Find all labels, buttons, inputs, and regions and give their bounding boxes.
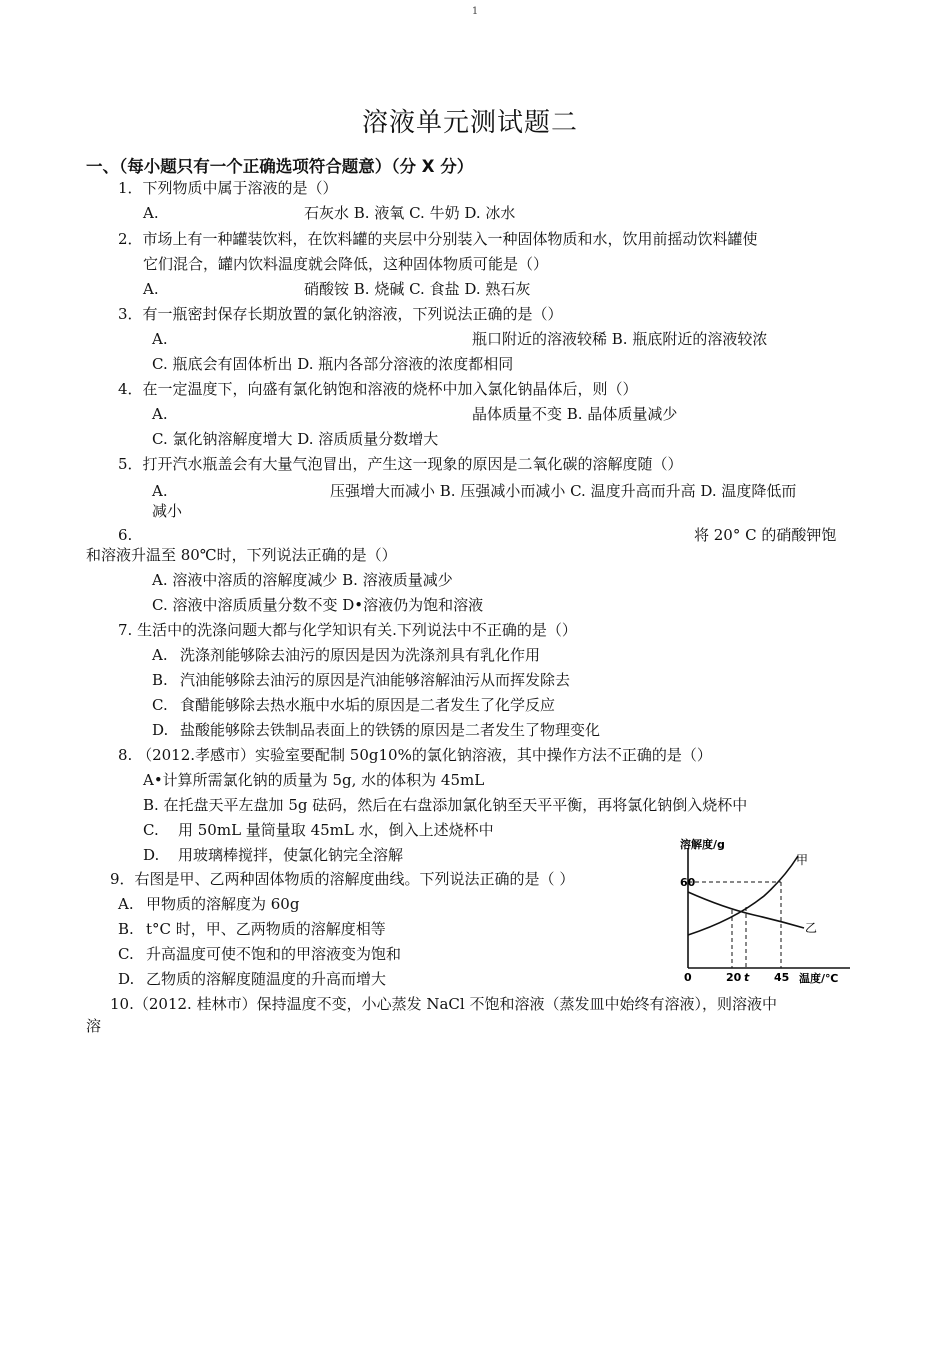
question-9-option-d-label: D. bbox=[118, 970, 135, 988]
question-4-options-ab: 晶体质量不变 B. 晶体质量减少 bbox=[472, 405, 678, 423]
question-8-option-b: B. 在托盘天平左盘加 5g 砝码，然后在右盘添加氯化钠至天平平衡，再将氯化钠倒入烧杯中 bbox=[143, 796, 748, 814]
question-10-stem-line-1: 10.（2012. 桂林市）保持温度不变，小心蒸发 NaCl 不饱和溶液（蒸发皿中始终有溶液），则溶液中 bbox=[110, 995, 777, 1013]
question-3-options-cd: C. 瓶底会有固体析出 D. 瓶内各部分溶液的浓度都相同 bbox=[152, 355, 514, 373]
question-7-option-a: 洗涤剂能够除去油污的原因是因为洗涤剂具有乳化作用 bbox=[180, 646, 541, 664]
question-1-stem: 1．下列物质中属于溶液的是（） bbox=[118, 179, 338, 197]
question-9-option-b-label: B. bbox=[118, 920, 134, 938]
question-8-option-a: A•计算所需氯化钠的质量为 5g, 水的体积为 45mL bbox=[143, 771, 485, 789]
question-10-stem-line-2: 溶 bbox=[86, 1017, 102, 1035]
question-9-option-a: 甲物质的溶解度为 60g bbox=[146, 895, 300, 913]
question-8-option-c: 用 50mL 量筒量取 45mL 水，倒入上述烧杯中 bbox=[178, 821, 494, 839]
x-tick-t: t bbox=[744, 971, 750, 984]
x-tick-0: 0 bbox=[684, 971, 692, 984]
question-7-option-c-label: C. bbox=[152, 696, 168, 714]
question-3-stem: 3．有一瓶密封保存长期放置的氯化钠溶液，下列说法正确的是（） bbox=[118, 305, 563, 323]
question-6-options-cd: C. 溶液中溶质质量分数不变 D•溶液仍为饱和溶液 bbox=[152, 596, 484, 614]
question-4-options-cd: C. 氯化钠溶解度增大 D. 溶质质量分数增大 bbox=[152, 430, 439, 448]
question-2-stem-line-1: 2．市场上有一种罐装饮料，在饮料罐的夹层中分别装入一种固体物质和水，饮用前摇动饮料罐使 bbox=[118, 230, 758, 248]
question-6-options-ab: A. 溶液中溶质的溶解度减少 B. 溶液质量减少 bbox=[152, 571, 453, 589]
question-7-option-b-label: B. bbox=[152, 671, 168, 689]
question-2-stem-line-2: 它们混合，罐内饮料温度就会降低，这种固体物质可能是（） bbox=[143, 255, 549, 273]
question-5-stem: 5．打开汽水瓶盖会有大量气泡冒出，产生这一现象的原因是二氧化碳的溶解度随（） bbox=[118, 455, 683, 473]
page-number: 1 bbox=[471, 6, 479, 17]
question-1-option-label: A. bbox=[143, 204, 159, 222]
curve-yi-label: 乙 bbox=[805, 921, 818, 935]
solubility-curve-figure bbox=[674, 832, 854, 984]
question-4-stem: 4．在一定温度下，向盛有氯化钠饱和溶液的烧杯中加入氯化钠晶体后，则（） bbox=[118, 380, 638, 398]
question-4-option-label: A. bbox=[152, 405, 168, 423]
question-7-option-d: 盐酸能够除去铁制品表面上的铁锈的原因是二者发生了物理变化 bbox=[180, 721, 601, 739]
question-7-option-a-label: A. bbox=[152, 646, 168, 664]
question-3-options-ab: 瓶口附近的溶液较稀 B. 瓶底附近的溶液较浓 bbox=[472, 330, 768, 348]
question-2-option-label: A. bbox=[143, 280, 159, 298]
y-tick-60: 60 bbox=[680, 876, 696, 889]
question-6-stem-line-1: 将 20° C 的硝酸钾饱 bbox=[694, 526, 837, 544]
question-7-option-c: 食醋能够除去热水瓶中水垢的原因是二者发生了化学反应 bbox=[180, 696, 556, 714]
question-5-options-wrap: 减小 bbox=[152, 502, 183, 520]
question-7-stem: 7. 生活中的洗涤问题大都与化学知识有关.下列说法中不正确的是（） bbox=[118, 621, 577, 639]
question-5-option-label: A. bbox=[152, 482, 168, 500]
question-9-stem: 9．右图是甲、乙两种固体物质的溶解度曲线。下列说法正确的是（ ） bbox=[110, 870, 575, 888]
question-6-number: 6. bbox=[118, 526, 133, 544]
x-tick-20: 20 bbox=[726, 971, 742, 984]
x-tick-45: 45 bbox=[774, 971, 790, 984]
question-5-options: 压强增大而减小 B. 压强减小而减小 C. 温度升高而升高 D. 温度降低而 bbox=[330, 482, 797, 500]
y-axis-label: 溶解度/g bbox=[680, 838, 725, 851]
question-8-option-c-label: C. bbox=[143, 821, 159, 839]
x-axis-label: 温度/℃ bbox=[799, 972, 839, 984]
question-7-option-d-label: D. bbox=[152, 721, 169, 739]
question-6-stem-line-2: 和溶液升温至 80℃时，下列说法正确的是（） bbox=[86, 546, 397, 564]
question-9-option-d: 乙物质的溶解度随温度的升高而增大 bbox=[146, 970, 387, 988]
question-9-option-a-label: A. bbox=[118, 895, 134, 913]
question-9-option-c-label: C. bbox=[118, 945, 134, 963]
page-title: 溶液单元测试题二 bbox=[361, 108, 578, 138]
question-8-stem: 8. （2012.孝感市）实验室要配制 50g10%的氯化钠溶液，其中操作方法不正确的是（） bbox=[118, 746, 712, 764]
curve-jia bbox=[688, 856, 798, 935]
question-7-option-b: 汽油能够除去油污的原因是汽油能够溶解油污从而挥发除去 bbox=[180, 671, 571, 689]
question-9-option-c: 升高温度可使不饱和的甲溶液变为饱和 bbox=[146, 945, 402, 963]
question-9-option-b: t°C 时，甲、乙两物质的溶解度相等 bbox=[146, 920, 386, 938]
question-1-options: 石灰水 B. 液氧 C. 牛奶 D. 冰水 bbox=[304, 204, 516, 222]
question-8-option-d-label: D. bbox=[143, 846, 160, 864]
section-heading: 一、（每小题只有一个正确选项符合题意）（分 X 分） bbox=[86, 157, 474, 176]
curve-jia-label: 甲 bbox=[796, 853, 809, 867]
question-8-option-d: 用玻璃棒搅拌，使氯化钠完全溶解 bbox=[178, 846, 404, 864]
question-3-option-label: A. bbox=[152, 330, 168, 348]
question-2-options: 硝酸铵 B. 烧碱 C. 食盐 D. 熟石灰 bbox=[304, 280, 531, 298]
